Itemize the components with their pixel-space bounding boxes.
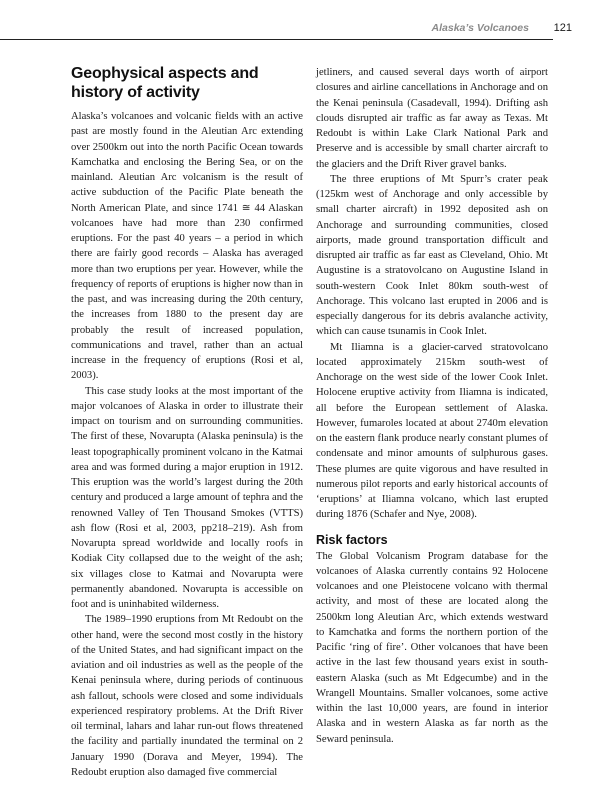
header-rule (0, 39, 553, 40)
subsection-heading: Risk factors (316, 532, 388, 547)
paragraph-continuation: jetliners, and caused several days worth of airport closures and airline cancellations in Anchorage and on the Kenai peninsula (Casadevall, 1994). Drifting ash clouds disrupted air traffic as far away as Texas. Mt Redoubt is within Lake Clark National Park and Preserve and is accessible by small charter aircraft to the glaciers and the Drift River gravel banks. (316, 67, 548, 170)
paragraph-iliamna: Mt Iliamna is a glacier-carved stratovolcano located approximately 215km south-west of Anchorage on the west side of the lower Cook Inlet. Holocene eruptive activity from Iliamna is indicated, all before the European settlement of Alaska. However, fumaroles located at about 2740m elevation on the eastern flank produce nearly constant plumes of condensate and minor amounts of sulphurous gases. These plumes are quite vigorous and have resulted in numerous pilot reports and early historical accounts of ‘eruptions’ at Iliamna volcano, which last erupted during 1876 (Schafer and Nye, 2008). (316, 341, 548, 521)
left-column (71, 65, 303, 780)
paragraph-intro: Alaska’s volcanoes and volcanic fields with an active past are mostly found in the Aleutian Arc extending over 2500km out into the north Pacific Ocean towards Kamchatka and enclosing the Bering Sea, or on the mainland. Aleutian Arc volcanism is the result of active subduction of the Pacific Plate beneath the North American Plate, and since 1741 ≅ 44 Alaskan volcanoes have had more than 230 confirmed eruptions. For the past 40 years – a period in which there are fairly good records – Alaska has averaged more than two eruptions per year. However, while the frequency of reports of eruptions is higher now than in the past, and was increasing during the 20th century, the increases from 1880 to the present day are probably the result of increased population, communications and travel, rather than an actual increase in the frequency of eruptions (Rosi et al, 2003). (71, 111, 303, 382)
paragraph-redoubt: The 1989–1990 eruptions from Mt Redoubt on the other hand, were the second most costly in the history of the United States, and had significant impact on the aviation and oil industries as well as the people of the Kenai peninsula where, during periods of continuous ash fallout, schools were closed and some individuals experienced respiratory problems. At the Drift River oil terminal, lahars and lahar run-out flows threatened the facility and partially inundated the terminal on 2 January 1990 (Dorava and Meyer, 1994). The Redoubt eruption also damaged five commercial (71, 614, 303, 778)
section-heading: Geophysical aspects and history of activity (71, 65, 259, 101)
page-number: 121 (553, 22, 572, 34)
right-column (316, 65, 548, 747)
paragraph-spurr-augustine: The three eruptions of Mt Spurr’s crater peak (125km west of Anchorage and only accessible by small charter aircraft) in 1992 deposited ash on Anchorage and surrounding communities, closed airports, made ground transportation difficult and disrupted air traffic as far east as Cleveland, Ohio. Mt Augustine is a stratovolcano on Augustine Island in south-western Cook Inlet 80km south-west of Anchorage. This volcano last erupted in 2006 and is especially dangerous for its debris avalanche activity, which can cause tsunamis in Cook Inlet. (316, 173, 548, 338)
running-title: Alaska’s Volcanoes (431, 22, 529, 34)
paragraph-novarupta: This case study looks at the most important of the major volcanoes of Alaska in order to illustrate their impact on tourism and on surrounding communities. The first of these, Novarupta (Alaska peninsula) is the least topographically prominent volcano in the Katmai area and was formed during a major eruption in 1912. This eruption was the world’s largest during the 20th century and produced a large amount of tephra and the renowned Valley of Ten Thousand Smokes (VTTS) ash flow (Rosi et al, 2003, pp218–219). Ash from Novarupta spread worldwide and locally roofs in Kodiak City collapsed due to the weight of the ash; six villages close to Katmai and Novarupta were permanently abandoned. Novarupta is accessible on foot and is uninhabited wilderness. (71, 385, 303, 610)
paragraph-risk-factors: The Global Volcanism Program database for the volcanoes of Alaska currently contains 92 Holocene volcanoes and one Pleistocene volcano with thermal activity, and most of these are located along the 2500km long Aleutian Arc, which extends westward to Kamchatka and forms the northern portion of the Pacific ‘ring of fire’. Other volcanoes that have been active in the last few thousand years exist in south-eastern Alaska (such as Mt Edgecumbe) and in the Wrangell Mountains. Smaller volcanoes, some active within the last 10,000 years, are found in interior Alaska and in western Alaska as far north as the Seward peninsula. (316, 550, 548, 745)
running-header (0, 22, 613, 36)
